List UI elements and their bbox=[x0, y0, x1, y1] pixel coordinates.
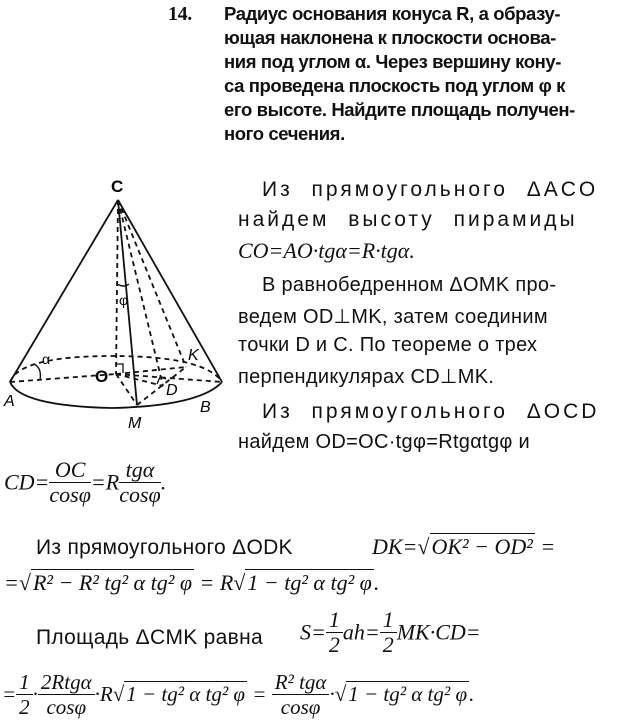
solution-line-6: точки D и C. По теореме о трех bbox=[238, 334, 538, 356]
label-o: O bbox=[95, 367, 109, 386]
fin-f2-num: 2Rtgα bbox=[38, 670, 95, 695]
fin-dot: · bbox=[32, 682, 38, 706]
formula-cd bbox=[4, 458, 166, 507]
fin-eq-2: = bbox=[247, 682, 272, 706]
label-a: A bbox=[4, 393, 15, 410]
fin-root-1: 1 − tg² α tg² φ bbox=[126, 682, 246, 706]
problem-line-4: са проведена плоскость под углом φ к bbox=[224, 75, 566, 96]
fin-r: ·R bbox=[94, 682, 113, 706]
solution-line-7: перпендикулярах CD⊥MK. bbox=[238, 366, 495, 388]
label-phi: φ bbox=[119, 292, 129, 308]
generator-right bbox=[118, 200, 222, 382]
cd-f2-num: tgα bbox=[119, 458, 161, 483]
fin-f1-num: 1 bbox=[16, 670, 33, 695]
right-angle-d bbox=[157, 377, 166, 384]
dk-end: = bbox=[534, 534, 556, 559]
label-c: C bbox=[111, 177, 124, 196]
solution-line-1: Из прямоугольного ΔACO bbox=[262, 178, 599, 201]
area-formula bbox=[300, 608, 481, 657]
dk2-root-2: 1 − tg² α tg² φ bbox=[247, 570, 372, 595]
cd-eq: =R bbox=[90, 469, 120, 495]
cone-figure bbox=[0, 160, 240, 430]
chord-mk bbox=[137, 367, 186, 405]
area-frac-1 bbox=[326, 608, 343, 657]
area-end: MK·CD= bbox=[396, 619, 481, 645]
dk2-root-1: R² − R² tg² α tg² φ bbox=[32, 570, 192, 595]
dk-text: Из прямоугольного ΔODK bbox=[36, 536, 293, 559]
problem-line-6: ного сечения. bbox=[224, 123, 345, 144]
angle-phi-arc bbox=[117, 284, 129, 286]
final-formula: = $\frac{1}{2}$ · $\frac{\text{2Rtgα}}{\cos\varphi}$ ·R√1 − tg² α tg² φ = $\frac{\text{R² tgα}}{\cos\varphi}$ ·√1 − tg² α tg² φ. bbox=[2, 670, 475, 719]
right-angle-o bbox=[116, 364, 123, 373]
height-co bbox=[116, 200, 118, 374]
cd-end: . bbox=[160, 469, 167, 495]
problem-number: 14. bbox=[168, 3, 192, 25]
cd-f1-den: cosφ bbox=[49, 482, 91, 507]
angle-alpha-arc bbox=[34, 364, 40, 380]
area-f1-den: 2 bbox=[328, 632, 340, 657]
area-text: Площадь ΔCMK равна bbox=[36, 626, 263, 649]
label-k: K bbox=[188, 347, 199, 364]
solution-line-5: ведем OD⊥MK, затем соединим bbox=[238, 306, 548, 328]
dk2-end: . bbox=[373, 570, 380, 595]
solution-line-4: В равнобедренном ΔOMK про- bbox=[262, 274, 557, 296]
fin-f1-den: 2 bbox=[19, 695, 30, 719]
area-f1-num: 1 bbox=[326, 608, 343, 633]
solution-line-8: Из прямоугольного ΔOCD bbox=[262, 400, 600, 423]
cd-lhs: CD= bbox=[4, 469, 50, 495]
area-f2-num: 1 bbox=[380, 608, 397, 633]
fin-frac-3 bbox=[272, 670, 330, 719]
area-ah: ah= bbox=[342, 619, 380, 645]
base-ellipse-front bbox=[10, 382, 222, 408]
cd-fraction-2 bbox=[119, 458, 161, 507]
cd-f2-den: cosφ bbox=[119, 482, 161, 507]
label-b: B bbox=[200, 399, 211, 416]
solution-line-9: найдем OD=OC·tgφ=Rtgαtgφ и bbox=[238, 431, 530, 453]
fin-eq: = bbox=[2, 682, 17, 706]
label-alpha: α bbox=[42, 351, 51, 367]
cd-f1-num: OC bbox=[49, 458, 91, 483]
dk2-eq: = bbox=[4, 570, 19, 595]
solution-line-3: CO=AO·tgα=R·tgα. bbox=[238, 238, 415, 263]
dk-lhs: DK= bbox=[372, 534, 418, 559]
label-d: D bbox=[166, 382, 178, 399]
area-s: S= bbox=[300, 619, 326, 645]
problem-line-2: ющая наклонена к плоскости основа- bbox=[224, 27, 556, 48]
fin-f2-den: cosφ bbox=[46, 695, 87, 719]
generator-left bbox=[10, 200, 118, 382]
fin-root-2: 1 − tg² α tg² φ bbox=[348, 682, 468, 706]
problem-statement bbox=[168, 2, 638, 146]
dk2-r: = R bbox=[194, 570, 234, 595]
problem-line-5: его высоте. Найдите площадь получен- bbox=[224, 99, 575, 120]
fin-dot-2: · bbox=[329, 682, 335, 706]
area-f2-den: 2 bbox=[382, 632, 394, 657]
fin-f3-num: R² tgα bbox=[272, 670, 330, 695]
dk-formula: DK=√OK² − OD² = bbox=[372, 534, 556, 559]
fin-end: . bbox=[469, 682, 475, 706]
dk-root: OK² − OD² bbox=[431, 534, 533, 559]
solution-line-2: найдем высоту пирамиды bbox=[238, 208, 578, 231]
radius-ok bbox=[116, 367, 186, 374]
fin-frac-1 bbox=[16, 670, 33, 719]
problem-line-3: ния под углом α. Через вершину кону- bbox=[224, 51, 562, 72]
fin-frac-2 bbox=[38, 670, 95, 719]
cd-fraction-1 bbox=[49, 458, 91, 507]
area-frac-2 bbox=[380, 608, 397, 657]
dk-formula-line-2: =√R² − R² tg² α tg² φ = R√1 − tg² α tg² φ. bbox=[4, 570, 380, 595]
problem-line-1: Радиус основания конуса R, а образу- bbox=[224, 3, 561, 24]
label-m: M bbox=[128, 415, 142, 430]
fin-f3-den: cosφ bbox=[280, 695, 321, 719]
